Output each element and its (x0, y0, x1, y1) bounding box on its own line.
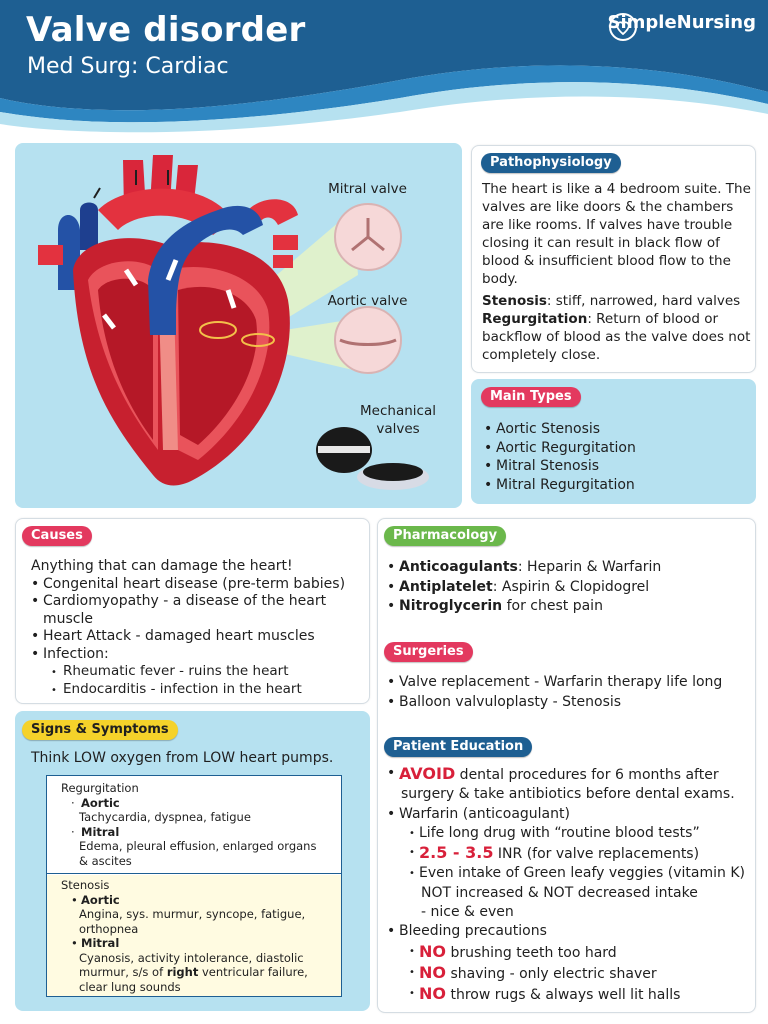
pharm-text: : Aspirin & Clopidogrel (492, 578, 650, 595)
stenosis-def: : stiff, narrowed, hard valves (546, 293, 741, 309)
pharm-term: Anticoagulants (399, 559, 518, 575)
infection-item: • Endocarditis - infection in the heart (51, 681, 366, 699)
sten-mitral-text-1: Cyanosis, activity intolerance, diastolic (79, 950, 304, 965)
regurg-mitral-label: · Mitral (71, 824, 120, 839)
stenosis-term: Stenosis (482, 293, 547, 309)
pharmacology-heading: Pharmacology (384, 526, 506, 546)
regurgitation-heading: Regurgitation (61, 781, 139, 795)
regurg-mitral-text-2: & ascites (79, 853, 132, 868)
pharm-text: : Heparin & Warfarin (517, 559, 662, 575)
no-word: NO (419, 984, 446, 1004)
signs-intro: Think LOW oxygen from LOW heart pumps. (31, 750, 334, 766)
regurgitation-section (47, 776, 341, 874)
surgeries-heading: Surgeries (384, 642, 473, 662)
pharmacology-item (387, 558, 747, 578)
cause-item: • Infection: (31, 646, 366, 664)
signs-symptoms-table (46, 775, 342, 997)
main-types-list (484, 420, 749, 494)
header-banner (0, 0, 768, 140)
stenosis-heading: Stenosis (61, 878, 110, 892)
main-type-item: • Aortic Regurgitation (484, 439, 749, 458)
bullet: • (409, 945, 415, 957)
causes-intro: Anything that can damage the heart! (31, 558, 293, 574)
pharm-term: Antiplatelet (399, 578, 493, 595)
heart-diagram (18, 150, 458, 505)
main-type-item: • Mitral Regurgitation (484, 476, 749, 495)
bleeding-sub-1 (387, 942, 752, 963)
bullet: • (409, 827, 415, 839)
page-title: Valve disorder (26, 10, 306, 50)
pathophysiology-intro: The heart is like a 4 bedroom suite. The valves are like doors & the chambers are like rooms. If valves have trouble closing it can result in black flow of blood & insufficient blood flow to the body. (482, 181, 751, 287)
sten-mitral-term: Mitral (81, 936, 120, 950)
regurg-aortic-label: · Aortic (71, 795, 120, 810)
cause-item: • Heart Attack - damaged heart muscles (31, 628, 366, 646)
causes-text (31, 558, 366, 698)
cause-item: • Congenital heart disease (pre-term babies) (31, 576, 366, 594)
pathophysiology-heading: Pathophysiology (481, 153, 621, 173)
regurg-mitral-term: Mitral (81, 824, 120, 839)
bullet: • (409, 966, 415, 978)
causes-heading: Causes (22, 526, 92, 546)
sten-mitral-text-3: clear lung sounds (79, 979, 181, 994)
pathophysiology-text (482, 180, 752, 364)
surgery-item: • Valve replacement - Warfarin therapy life long (387, 673, 747, 693)
warfarin-sub-3-cont: NOT increased & NOT decreased intake (421, 884, 698, 901)
brand-name: SimpleNursing (607, 12, 756, 33)
main-type-item: • Aortic Stenosis (484, 420, 749, 439)
page-subtitle: Med Surg: Cardiac (27, 54, 229, 79)
infection-sublist (31, 663, 366, 698)
brand-logo (608, 12, 757, 33)
warfarin-sub-2 (387, 843, 752, 864)
warfarin-line (387, 805, 752, 824)
regurg-aortic-text: Tachycardia, dyspnea, fatigue (79, 810, 251, 824)
pharmacology-list (387, 558, 747, 617)
sten-aortic-text-2: orthopnea (79, 921, 139, 936)
mechanical-valves-label-1: Mechanical (360, 403, 436, 419)
warfarin-sub-1 (387, 824, 752, 843)
inr-range: 2.5 - 3.5 (419, 843, 494, 863)
bleeding-sub-3 (387, 984, 752, 1005)
regurgitation-term: Regurgitation (482, 311, 588, 327)
bleeding-sub-1-text: brushing teeth too hard (446, 944, 617, 961)
surgery-item: • Balloon valvuloplasty - Stenosis (387, 693, 747, 713)
aortic-valve-label: Aortic valve (327, 293, 408, 309)
bullet: • (387, 923, 396, 940)
bleeding-sub-3-text: throw rugs & always well lit halls (446, 987, 681, 1004)
regurgitation-details (61, 781, 337, 868)
bullet: • (409, 847, 415, 859)
brand-heart-icon (608, 12, 638, 42)
bullet: • (409, 868, 415, 880)
inr-text: INR (for valve replacements) (493, 846, 700, 863)
causes-list (31, 576, 366, 664)
sten-mitral-right: right (166, 965, 199, 979)
regurg-mitral-text-1: Edema, pleural effusion, enlarged organs (79, 839, 317, 853)
patient-education-heading: Patient Education (384, 737, 532, 757)
sten-aortic-text-1: Angina, sys. murmur, syncope, fatigue, (79, 907, 306, 921)
no-word: NO (419, 962, 446, 982)
warfarin-sub-3-cont-2: - nice & even (421, 904, 514, 921)
stenosis-section (47, 875, 341, 996)
sten-aortic-term: Aortic (81, 892, 120, 907)
warfarin-sub-3 (387, 864, 752, 883)
bullet: • (409, 988, 415, 1000)
sten-aortic-label: • Aortic (71, 892, 120, 907)
mechanical-valves-label-2: valves (376, 421, 420, 437)
sten-mitral-text-2c: ventricular failure, (198, 965, 308, 979)
warfarin-sub-1-text: Life long drug with “routine blood tests” (419, 824, 700, 841)
mitral-valve-label: Mitral valve (328, 181, 407, 197)
signs-symptoms-heading: Signs & Symptoms (22, 720, 178, 740)
infection-item: • Rheumatic fever - ruins the heart (51, 663, 366, 681)
avoid-line (387, 764, 752, 785)
avoid-line-2: surgery & take antibiotics before dental exams. (401, 786, 735, 803)
pharm-text: for chest pain (502, 598, 603, 614)
bullet: • (387, 765, 396, 781)
regurgitation-def: : Return of blood or backflow of blood as the valve does not completely close. (482, 311, 751, 363)
warfarin-text: Warfarin (anticoagulant) (399, 805, 570, 822)
pharm-term: Nitroglycerin (399, 598, 503, 614)
pharmacology-item (387, 578, 747, 598)
sten-mitral-text-2 (61, 965, 337, 980)
surgeries-list (387, 673, 747, 712)
patient-education-text (387, 764, 752, 1006)
bullet: • (387, 805, 396, 822)
bleeding-sub-2 (387, 963, 752, 984)
warfarin-sub-3-text: Even intake of Green leafy veggies (vitamin K) (419, 865, 745, 882)
pharmacology-item (387, 597, 747, 617)
regurg-aortic-term: Aortic (81, 795, 120, 810)
cause-item: • Cardiomyopathy - a disease of the heart muscle (31, 593, 366, 628)
main-types-heading: Main Types (481, 387, 581, 407)
avoid-text-1: dental procedures for 6 months after (455, 767, 719, 783)
no-word: NO (419, 941, 446, 961)
bleeding-text: Bleeding precautions (399, 923, 547, 940)
sten-mitral-text-2a: murmur, s/s of (79, 965, 167, 979)
bleeding-line (387, 922, 752, 941)
sten-mitral-label: • Mitral (71, 936, 120, 950)
bleeding-sub-2-text: shaving - only electric shaver (446, 965, 657, 982)
main-type-item: • Mitral Stenosis (484, 457, 749, 476)
stenosis-details (61, 878, 337, 994)
stenosis-definition (482, 292, 752, 310)
avoid-word: AVOID (399, 764, 456, 783)
regurgitation-definition (482, 310, 752, 364)
